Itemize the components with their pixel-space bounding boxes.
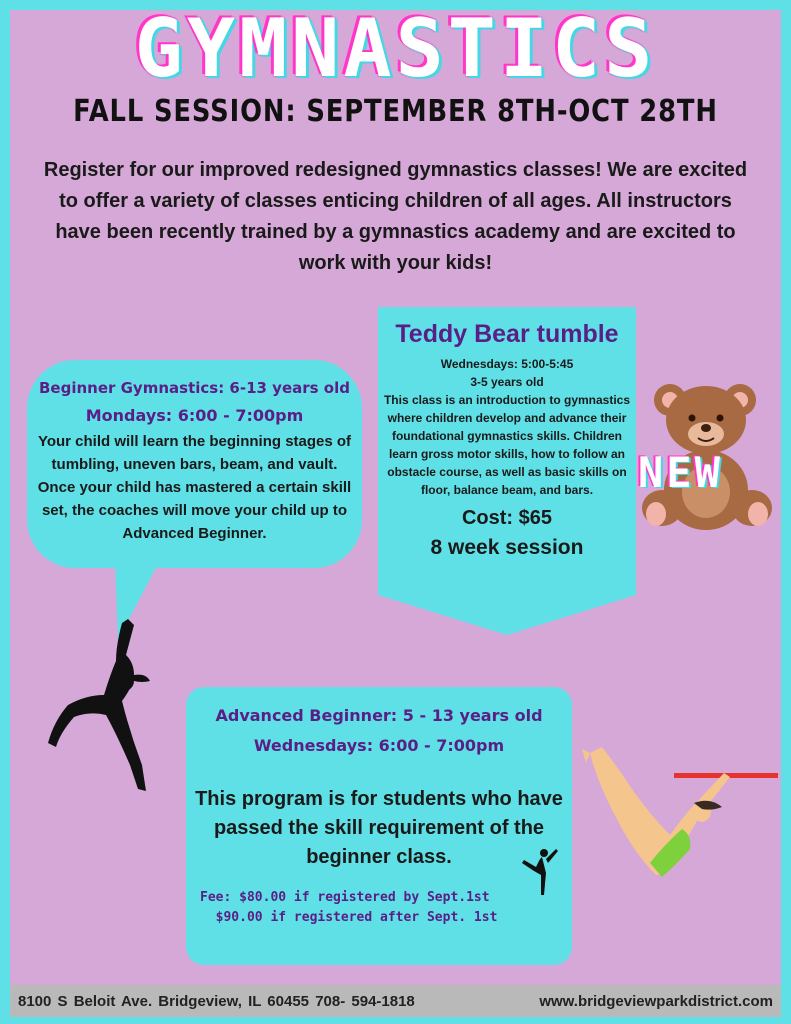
footer-address: 8100 S Beloit Ave. Bridgeview, IL 60455 708- 594-1818	[18, 992, 415, 1010]
teddy-class-banner	[378, 307, 636, 635]
intro-paragraph: Register for our improved redesigned gymnastics classes! We are excited to offer a variety of classes enticing children of all ages. All instructors have been recently trained by a gymnastics academy and are excited to work with your kids!	[43, 159, 748, 274]
beginner-schedule: Mondays: 6:00 - 7:00pm	[85, 406, 304, 425]
leaping-gymnast-silhouette	[30, 615, 160, 800]
new-badge: NEW	[638, 448, 723, 497]
poster-title: GYMNASTICS	[134, 2, 657, 95]
advanced-class-box	[186, 687, 572, 965]
teddy-description: This class is an introduction to gymnastics where children develop and advance their foundational gymnastics skills. Children learn gross motor skills, how to follow an obstacle course, as well as basic skills on floor, balance beam, and bars.	[383, 393, 631, 497]
beginner-class-bubble	[27, 360, 362, 568]
advanced-description: This program is for students who have passed the skill requirement of the beginner class.	[195, 788, 563, 868]
beginner-heading: Beginner Gymnastics: 6-13 years old	[38, 379, 350, 397]
advanced-fee-line-1: Fee: $80.00 if registered by Sept.1st	[200, 890, 490, 905]
teddy-title: Teddy Bear tumble	[395, 320, 619, 348]
footer-bar	[10, 985, 781, 1017]
teddy-schedule: Wednesdays: 5:00-5:45	[440, 357, 574, 371]
bar-gymnast-illustration	[580, 745, 780, 885]
footer-website[interactable]: www.bridgeviewparkdistrict.com	[539, 992, 773, 1010]
teddy-session: 8 week session	[430, 536, 584, 559]
advanced-heading: Advanced Beginner: 5 - 13 years old	[215, 706, 543, 725]
beginner-description: Your child will learn the beginning stages of tumbling, uneven bars, beam, and vault. Once your child has mastered a certain skill set, the coaches will move your child up to Advanced Beginner.	[37, 433, 352, 542]
advanced-schedule: Wednesdays: 6:00 - 7:00pm	[253, 736, 505, 755]
teddy-cost: Cost: $65	[461, 507, 553, 529]
teddy-ages: 3-5 years old	[470, 375, 544, 389]
small-gymnast-pose-icon	[520, 845, 560, 897]
session-dates: FALL SESSION: SEPTEMBER 8TH-OCT 28TH	[73, 94, 718, 129]
advanced-fee-line-2: $90.00 if registered after Sept. 1st	[200, 910, 498, 925]
